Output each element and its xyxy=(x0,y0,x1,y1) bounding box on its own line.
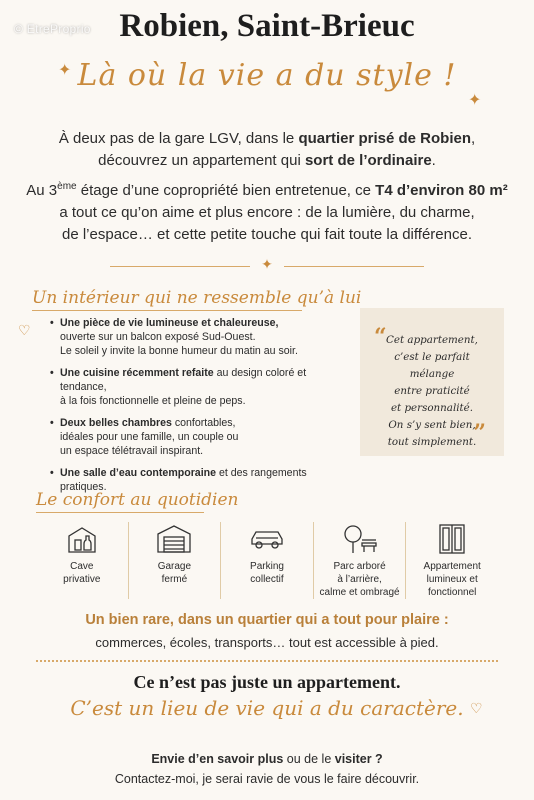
quote-line: c’est le parfait mélange xyxy=(394,351,470,380)
cta-text: ou de le xyxy=(283,752,335,766)
closing-line: Ce n’est pas juste un appartement. xyxy=(133,672,401,692)
comfort-label: calme et ombragé xyxy=(319,587,400,598)
quote-line: On s’y sent bien, xyxy=(388,419,476,431)
intro-highlight: quartier prisé de Robien xyxy=(298,130,471,147)
garage-icon xyxy=(129,522,221,556)
list-item-bold: Une salle d’eau contemporaine xyxy=(60,467,217,479)
comfort-label: fonctionnel xyxy=(427,587,477,598)
quote-line: entre praticité xyxy=(394,385,470,397)
quote-box xyxy=(360,308,504,456)
list-item xyxy=(50,316,350,358)
cta-line-2: Contactez-moi, je serai ravie de vous le faire découvrir. xyxy=(114,772,420,786)
list-item-bold: Une pièce de vie lumineuse et chaleureuse, xyxy=(60,317,279,329)
intro-paragraph-2 xyxy=(20,180,514,246)
quote-line: tout simplement. xyxy=(387,436,477,448)
window-icon xyxy=(406,522,498,556)
divider-line xyxy=(110,266,250,267)
list-item-text: ouverte sur un balcon exposé Sud-Ouest. xyxy=(60,331,256,343)
comfort-label: Parking xyxy=(250,561,284,572)
comfort-item-cellar xyxy=(36,522,128,599)
quote-open-icon: “ xyxy=(374,324,387,350)
intro-text: Au 3 xyxy=(26,182,58,199)
heart-icon: ♡ xyxy=(470,700,483,716)
intro-text: de l’espace… et cette petite touche qui fait toute la différence. xyxy=(62,226,472,243)
sparkle-icon: ✦ xyxy=(58,62,72,79)
quote-line: Cet appartement, xyxy=(386,334,478,346)
comfort-label: à l’arrière, xyxy=(337,574,382,585)
quote-close-icon: ” xyxy=(473,420,486,446)
intro-text: À deux pas de la gare LGV, dans le xyxy=(58,130,299,147)
comfort-item-bright xyxy=(405,522,498,599)
list-item-bold: Une cuisine récemment refaite xyxy=(60,367,214,379)
divider-line xyxy=(284,266,424,267)
list-item-text: à la fois fonctionnelle et pleine de peps. xyxy=(60,395,246,407)
interior-list xyxy=(50,316,350,502)
comfort-label: lumineux et xyxy=(426,574,478,585)
intro-text: , xyxy=(471,130,476,147)
tree-bench-icon xyxy=(314,522,406,556)
list-item-text: et des rangements pratiques. xyxy=(60,467,307,493)
cta-line-1 xyxy=(0,752,534,766)
wine-cellar-icon xyxy=(36,522,128,556)
sparkle-icon: ✦ xyxy=(261,256,273,272)
car-icon xyxy=(221,522,313,556)
comfort-label: Garage xyxy=(157,561,192,572)
heart-icon: ♡ xyxy=(18,322,31,338)
comfort-section-title: Le confort au quotidien xyxy=(36,490,239,510)
list-item xyxy=(50,366,350,408)
comfort-label: privative xyxy=(63,574,101,585)
closing-tagline: C’est un lieu de vie qui a du caractère. xyxy=(70,696,464,720)
list-item-text: confortables, xyxy=(171,417,236,429)
list-item-text: Le soleil y invite la bonne humeur du matin au soir. xyxy=(60,345,298,357)
quote-line: et personnalité. xyxy=(390,402,474,414)
watermark: © EtreProprio xyxy=(14,22,91,36)
interior-section-title: Un intérieur qui ne ressemble qu’à lui xyxy=(32,288,362,308)
intro-highlight: sort de l’ordinaire xyxy=(304,152,432,169)
dotted-divider xyxy=(36,660,498,662)
rare-subtitle: commerces, écoles, transports… tout est accessible à pied. xyxy=(95,635,439,650)
intro-highlight: T4 d’environ 80 m² xyxy=(375,182,508,199)
sparkle-icon: ✦ xyxy=(468,92,482,109)
list-item xyxy=(50,416,350,458)
intro-paragraph-1 xyxy=(20,128,514,172)
list-item-text: au design coloré et tendance, xyxy=(60,367,307,393)
comfort-item-park xyxy=(313,522,406,599)
section-underline xyxy=(36,512,204,513)
intro-text: étage d’une copropriété bien entretenue, ce xyxy=(76,182,376,199)
intro-text: a tout ce qu’on aime et plus encore : de la lumière, du charme, xyxy=(59,204,475,221)
intro-text: découvrez un appartement qui xyxy=(98,152,305,169)
rare-title: Un bien rare, dans un quartier qui a tout pour plaire : xyxy=(85,612,449,628)
list-item-text: un espace télétravail inspirant. xyxy=(60,445,204,457)
section-divider xyxy=(110,256,424,272)
cta-bold: visiter ? xyxy=(334,752,383,766)
section-underline xyxy=(32,310,302,311)
comfort-label: fermé xyxy=(161,574,188,585)
comfort-label: Cave xyxy=(70,561,94,572)
comfort-label: collectif xyxy=(250,574,284,585)
list-item-bold: Deux belles chambres xyxy=(60,417,172,429)
cta-bold: Envie d’en savoir plus xyxy=(151,752,284,766)
comfort-label: Parc arboré xyxy=(333,561,386,572)
page-title: Robien, Saint-Brieuc xyxy=(119,8,415,44)
comfort-features xyxy=(36,522,498,599)
comfort-label: Appartement xyxy=(423,561,481,572)
intro-superscript: ème xyxy=(57,181,77,192)
comfort-item-parking xyxy=(220,522,313,599)
list-item-text: idéales pour une famille, un couple ou xyxy=(60,431,239,443)
comfort-item-garage xyxy=(128,522,221,599)
intro-text: . xyxy=(431,152,436,169)
page-tagline: Là où la vie a du style ! xyxy=(77,58,457,93)
